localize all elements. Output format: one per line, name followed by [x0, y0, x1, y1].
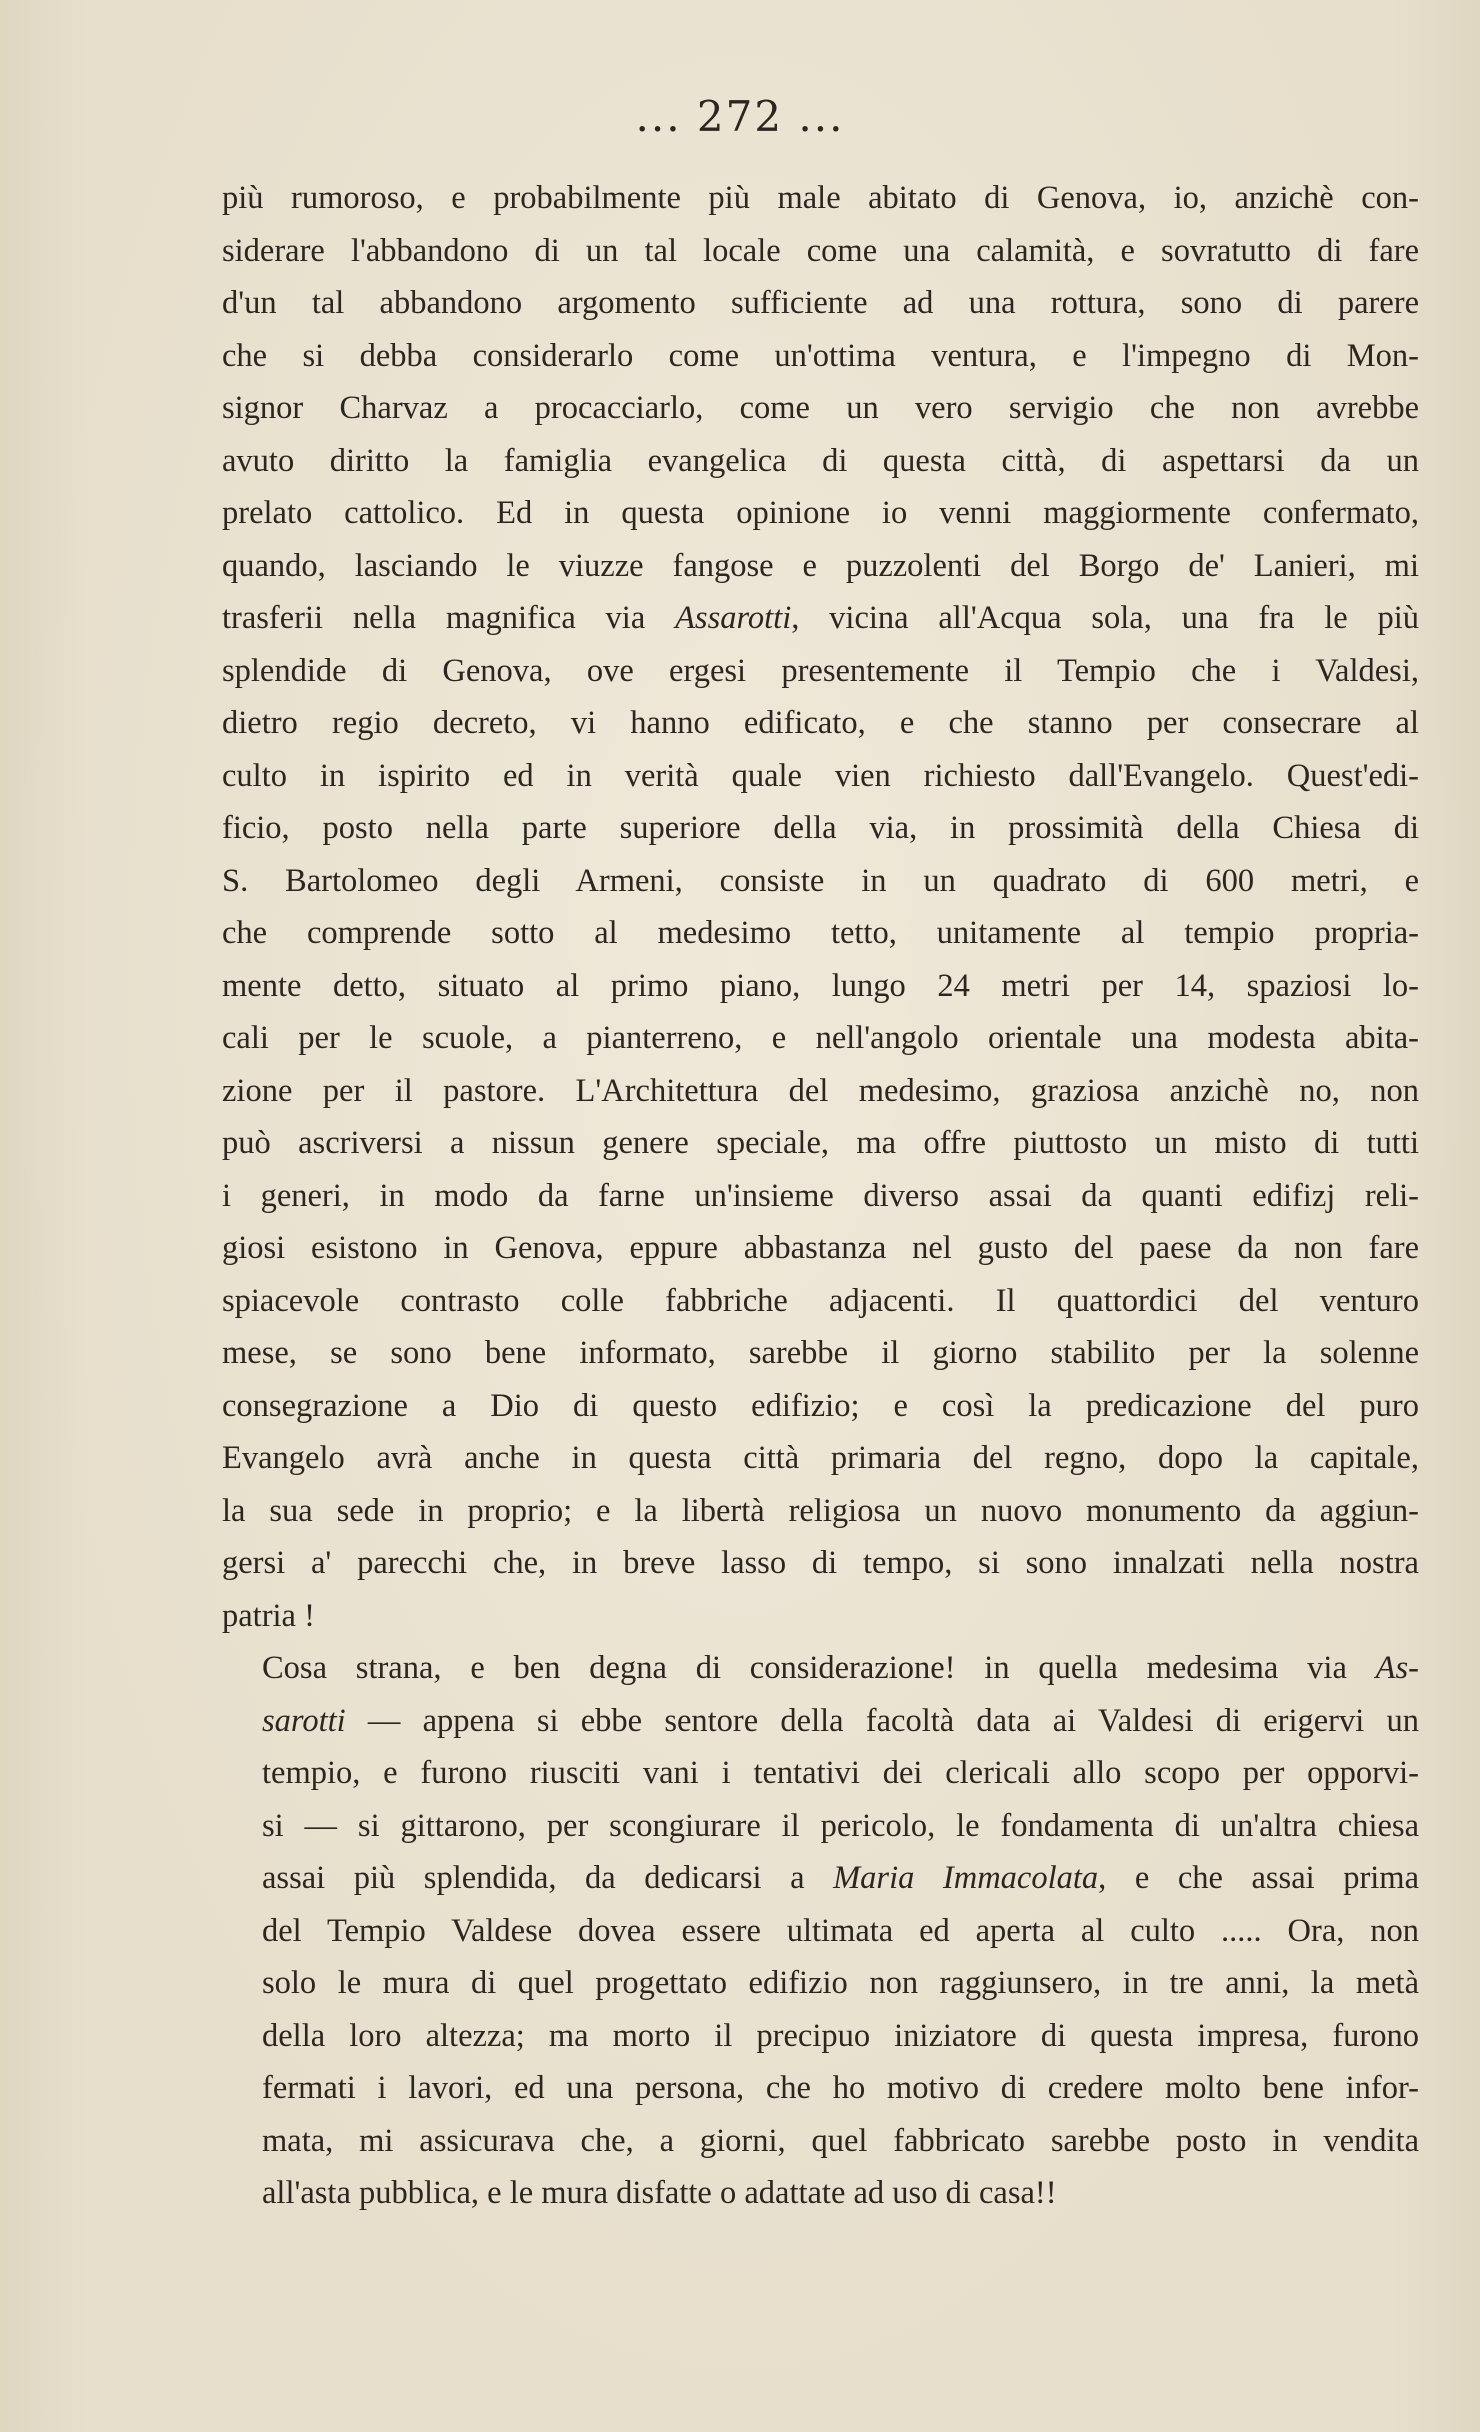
text-line: ficio, posto nella parte superiore della via, in prossimità della Chiesa di — [222, 810, 1419, 846]
text-line: patria ! — [222, 1597, 315, 1634]
body-text — [222, 172, 1419, 2220]
text-line: tempio, e furono riusciti vani i tentativi dei clericali allo scopo per opporvi- — [262, 1755, 1419, 1791]
text-line: può ascriversi a nissun genere speciale, ma offre piuttosto un misto di tutti — [222, 1125, 1419, 1161]
text-line: quando, lasciando le viuzze fangose e puzzolenti del Borgo de' Lanieri, mi — [222, 547, 1419, 584]
italic-term: Assarotti — [675, 600, 792, 636]
text-line: che comprende sotto al medesimo tetto, unitamente al tempio propria- — [222, 915, 1419, 951]
text-line: si — si gittarono, per scongiurare il pericolo, le fondamenta di un'altra chiesa — [262, 1807, 1419, 1844]
page-number: ... 272 ... — [635, 92, 845, 141]
text-line: mese, se sono bene informato, sarebbe il giorno stabilito per la solenne — [222, 1335, 1419, 1371]
text-line: prelato cattolico. Ed in questa opinione io venni maggiormente confermato, — [222, 495, 1419, 531]
paragraph — [222, 1642, 1419, 2220]
text-line: della loro altezza; ma morto il precipuo iniziatore di questa impresa, furono — [262, 2017, 1419, 2054]
text-line: siderare l'abbandono di un tal locale come una calamità, e sovratutto di fare — [222, 232, 1419, 269]
text-line: gersi a' parecchi che, in breve lasso di tempo, si sono innalzati nella nostra — [222, 1545, 1419, 1581]
text-line: consegrazione a Dio di questo edifizio; e così la predicazione del puro — [222, 1387, 1419, 1424]
text-line: che si debba considerarlo come un'ottima ventura, e l'impegno di Mon- — [222, 337, 1419, 374]
text-line: splendide di Genova, ove ergesi presentemente il Tempio che i Valdesi, — [222, 652, 1419, 689]
text-line: trasferii nella magnifica via Assarotti, vicina all'Acqua sola, una fra le più — [222, 600, 1419, 636]
text-line: culto in ispirito ed in verità quale vien richiesto dall'Evangelo. Quest'edi- — [222, 757, 1419, 794]
italic-term: As- — [1375, 1650, 1419, 1686]
text-line: S. Bartolomeo degli Armeni, consiste in un quadrato di 600 metri, e — [222, 862, 1419, 899]
italic-term: sarotti — [262, 1702, 346, 1739]
text-line: i generi, in modo da farne un'insieme diverso assai da quanti edifizj reli- — [222, 1177, 1419, 1214]
text-line: fermati i lavori, ed una persona, che ho motivo di credere molto bene infor- — [262, 2070, 1419, 2106]
text-line: Evangelo avrà anche in questa città primaria del regno, dopo la capitale, — [222, 1440, 1419, 1476]
text-line: dietro regio decreto, vi hanno edificato, e che stanno per consecrare al — [222, 705, 1419, 741]
text-line: la sua sede in proprio; e la libertà religiosa un nuovo monumento da aggiun- — [222, 1492, 1419, 1529]
text-line: signor Charvaz a procacciarlo, come un vero servigio che non avrebbe — [222, 390, 1419, 426]
paragraph — [222, 172, 1419, 1642]
text-line: Cosa strana, e ben degna di considerazione! in quella medesima via As- — [262, 1650, 1419, 1686]
text-line: mata, mi assicurava che, a giorni, quel fabbricato sarebbe posto in vendita — [262, 2122, 1419, 2159]
text-line: sarotti — appena si ebbe sentore della facoltà data ai Valdesi di erigervi un — [262, 1702, 1419, 1739]
text-line: più rumoroso, e probabilmente più male abitato di Genova, io, anzichè con- — [222, 180, 1419, 216]
text-line: assai più splendida, da dedicarsi a Maria Immacolata, e che assai prima — [262, 1860, 1420, 1896]
text-line: del Tempio Valdese dovea essere ultimata ed aperta al culto ..... Ora, non — [262, 1912, 1419, 1949]
italic-term: Maria Immacolata — [833, 1860, 1099, 1896]
text-line: d'un tal abbandono argomento sufficiente ad una rottura, sono di parere — [222, 285, 1419, 321]
text-line: mente detto, situato al primo piano, lungo 24 metri per 14, spaziosi lo- — [222, 967, 1419, 1004]
text-line: solo le mura di quel progettato edifizio non raggiunsero, in tre anni, la metà — [262, 1965, 1419, 2001]
text-line: all'asta pubblica, e le mura disfatte o adattate ad uso di casa!! — [262, 2175, 1057, 2211]
text-line: spiacevole contrasto colle fabbriche adjacenti. Il quattordici del venturo — [222, 1282, 1419, 1319]
text-line: avuto diritto la famiglia evangelica di questa città, di aspettarsi da un — [222, 442, 1419, 479]
text-line: zione per il pastore. L'Architettura del medesimo, graziosa anzichè no, non — [222, 1072, 1419, 1109]
text-line: giosi esistono in Genova, eppure abbastanza nel gusto del paese da non fare — [222, 1230, 1419, 1266]
text-line: cali per le scuole, a pianterreno, e nell'angolo orientale una modesta abita- — [222, 1020, 1419, 1056]
